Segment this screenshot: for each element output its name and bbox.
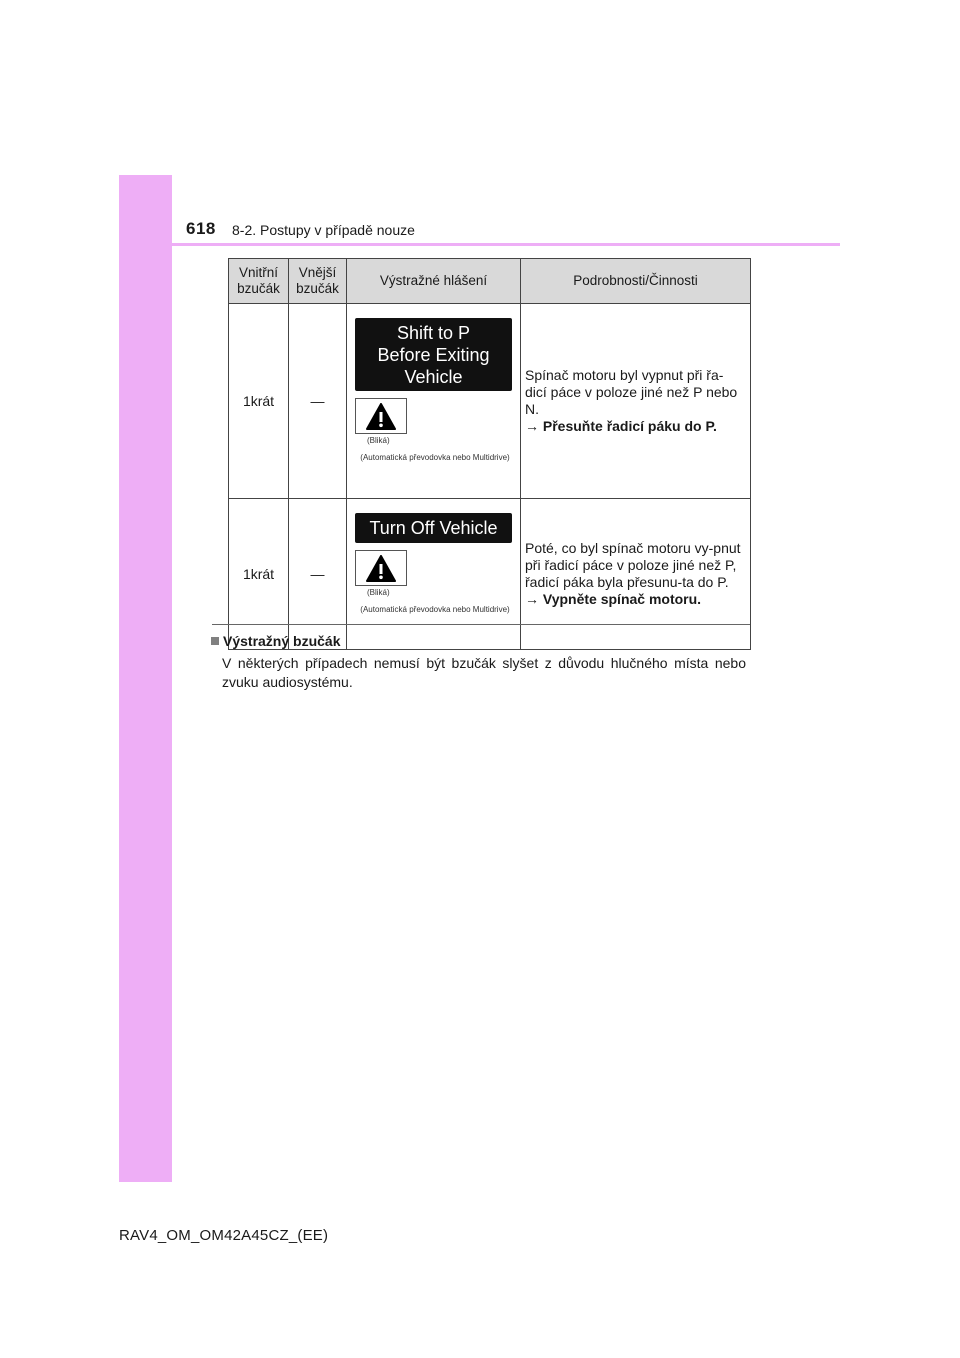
footer-code: RAV4_OM_OM42A45CZ_(EE) [119,1227,329,1244]
details-cell [521,304,751,499]
display-line: Turn Off Vehicle [369,518,498,538]
transmission-note: (Automatická převodovka nebo Multidrive) [360,605,510,614]
warning-table [228,258,751,650]
blink-note: (Bliká) [367,588,390,597]
details-cell [521,499,751,650]
table-row [229,304,751,499]
table-header-row [229,259,751,304]
detail-text: Poté, co byl spínač motoru vy-pnut při řadicí páce v poloze jiné než P, řadicí páka byla přesunu-ta do P. [525,540,741,590]
column-header-details: Podrobnosti/Činnosti [521,259,751,304]
column-header-internal: Vnitřní bzučák [229,259,289,304]
action-text: → Přesuňte řadicí páku do P. [525,418,717,434]
message-cell [347,499,521,650]
sidebar-accent [119,175,172,1182]
table-row [229,499,751,650]
column-header-external: Vnější bzučák [289,259,347,304]
section-divider [212,624,750,625]
message-cell [347,304,521,499]
header-rule [119,243,840,246]
external-buzzer-cell: — [289,304,347,499]
column-header-message: Výstražné hlášení [347,259,521,304]
display-message [355,318,512,391]
warning-triangle-icon [355,398,407,434]
display-message [355,513,512,543]
external-buzzer-cell: — [289,499,347,650]
detail-text: Spínač motoru byl vypnut při řa-dicí páce v poloze jiné než P nebo N. [525,367,738,417]
bullet-square-icon [211,637,219,645]
display-line: Before Exiting [377,344,490,365]
display-line: Vehicle [404,366,463,387]
section-body: V některých případech nemusí být bzučák slyšet z důvodu hlučného místa nebo zvuku audiosystému. [222,655,746,690]
display-line: Shift to P [396,322,471,343]
transmission-note: (Automatická převodovka nebo Multidrive) [360,453,510,462]
section-heading [211,633,341,649]
internal-buzzer-cell: 1krát [229,304,289,499]
warning-triangle-icon [355,550,407,586]
page-number: 618 [186,219,216,238]
action-text: → Vypněte spínač motoru. [525,591,702,607]
section-heading-text: Výstražný bzučák [223,633,341,649]
section-title: 8-2. Postupy v případě nouze [232,222,415,238]
internal-buzzer-cell: 1krát [229,499,289,650]
blink-note: (Bliká) [367,436,390,445]
